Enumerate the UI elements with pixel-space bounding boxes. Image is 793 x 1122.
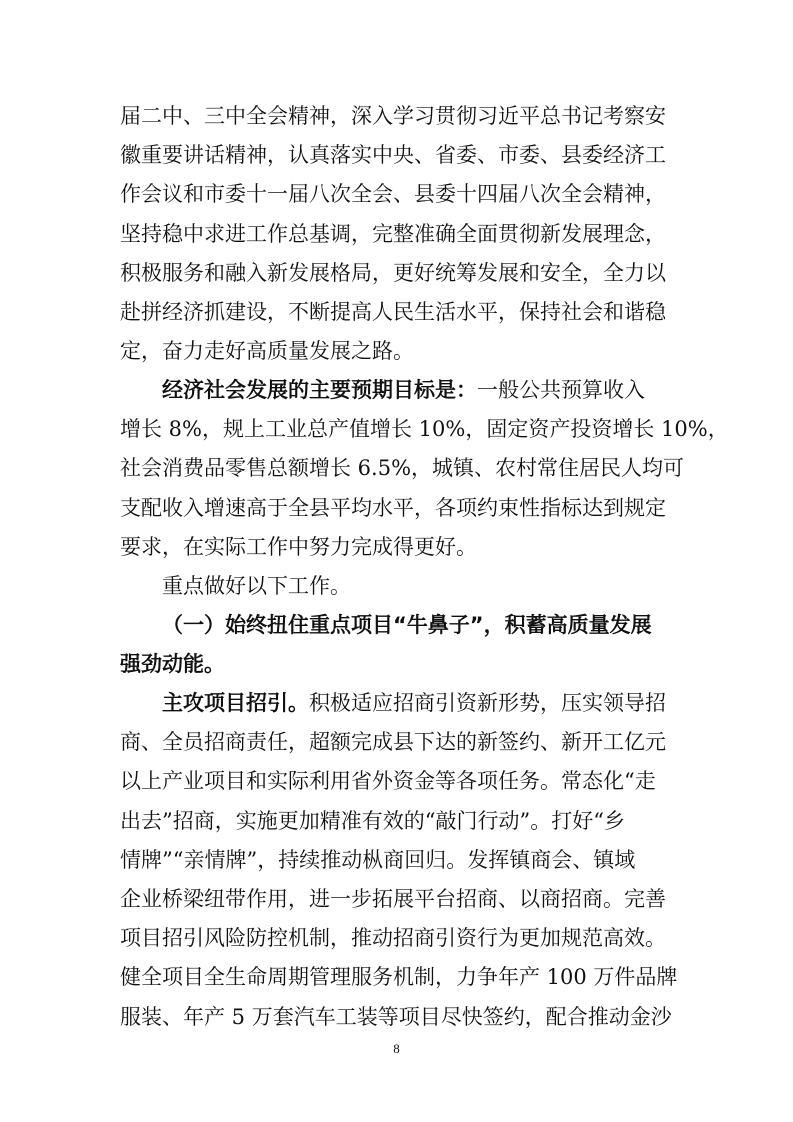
text-line: 徽重要讲话精神，认真落实中央、省委、市委、县委经济工 — [120, 143, 666, 168]
text-line — [120, 684, 676, 723]
text-line: 增长 8%，规上工业总产值增长 10%，固定资产投资增长 10%， — [120, 417, 729, 442]
text-line: 届二中、三中全会精神，深入学习贯彻习近平总书记考察安 — [120, 104, 666, 128]
text-run: 一般公共预算收入 — [477, 378, 645, 402]
text-line: 社会消费品零售总额增长 6.5%，城镇、农村常住居民人均可 — [120, 456, 685, 481]
paragraph-expected-targets — [120, 371, 729, 567]
paragraph-guiding-principles — [120, 97, 676, 371]
text-line: 企业桥梁纽带作用，进一步拓展平台招商、以商招商。完善 — [120, 886, 666, 911]
text-line: 定，奋力走好高质量发展之路。 — [120, 339, 414, 364]
paragraph-lead: 主攻项目招引。 — [162, 691, 309, 715]
text-line: 支配收入增速高于全县平均水平，各项约束性指标达到规定 — [120, 495, 666, 520]
text-run: 积极适应招商引资新形势，压实领导招 — [309, 691, 666, 715]
paragraph-project-attraction — [120, 684, 676, 1037]
text-line: 项目招引风险防控机制，推动招商引资行为更加规范高效。 — [120, 926, 666, 951]
section-heading — [120, 606, 676, 684]
text-line: 赴拼经济抓建设，不断提高人民生活水平，保持社会和谐稳 — [120, 299, 666, 324]
text-line: 健全项目全生命周期管理服务机制，力争年产 100 万件品牌 — [120, 965, 678, 990]
text-line: 服装、年产 5 万套汽车工装等项目尽快签约，配合推动金沙 — [120, 1004, 672, 1029]
heading-line: （一）始终扭住重点项目“牛鼻子”，积蓄高质量发展 — [162, 613, 652, 637]
heading-line: 强劲动能。 — [120, 652, 225, 677]
page-number: 8 — [393, 1041, 400, 1056]
text-line: 积极服务和融入新发展格局，更好统筹发展和安全，全力以 — [120, 260, 666, 285]
text-line: 以上产业项目和实际利用省外资金等各项任务。常态化“走 — [120, 769, 656, 794]
text-line: 出去”招商，实施更加精准有效的“敲门行动”。打好“乡 — [120, 808, 625, 833]
text-line: 情牌”“亲情牌”，持续推动枞商回归。发挥镇商会、镇域 — [120, 847, 636, 872]
text-line: 重点做好以下工作。 — [162, 574, 351, 598]
text-line: 商、全员招商责任，超额完成县下达的新签约、新开工亿元 — [120, 730, 666, 755]
paragraph-key-work-intro — [120, 567, 676, 606]
text-line: 坚持稳中求进工作总基调，完整准确全面贯彻新发展理念， — [120, 221, 666, 246]
text-line — [120, 371, 676, 410]
paragraph-lead: 经济社会发展的主要预期目标是： — [162, 378, 477, 402]
text-line: 作会议和市委十一届八次全会、县委十四届八次全会精神， — [120, 182, 666, 207]
text-line: 要求，在实际工作中努力完成得更好。 — [120, 534, 477, 559]
